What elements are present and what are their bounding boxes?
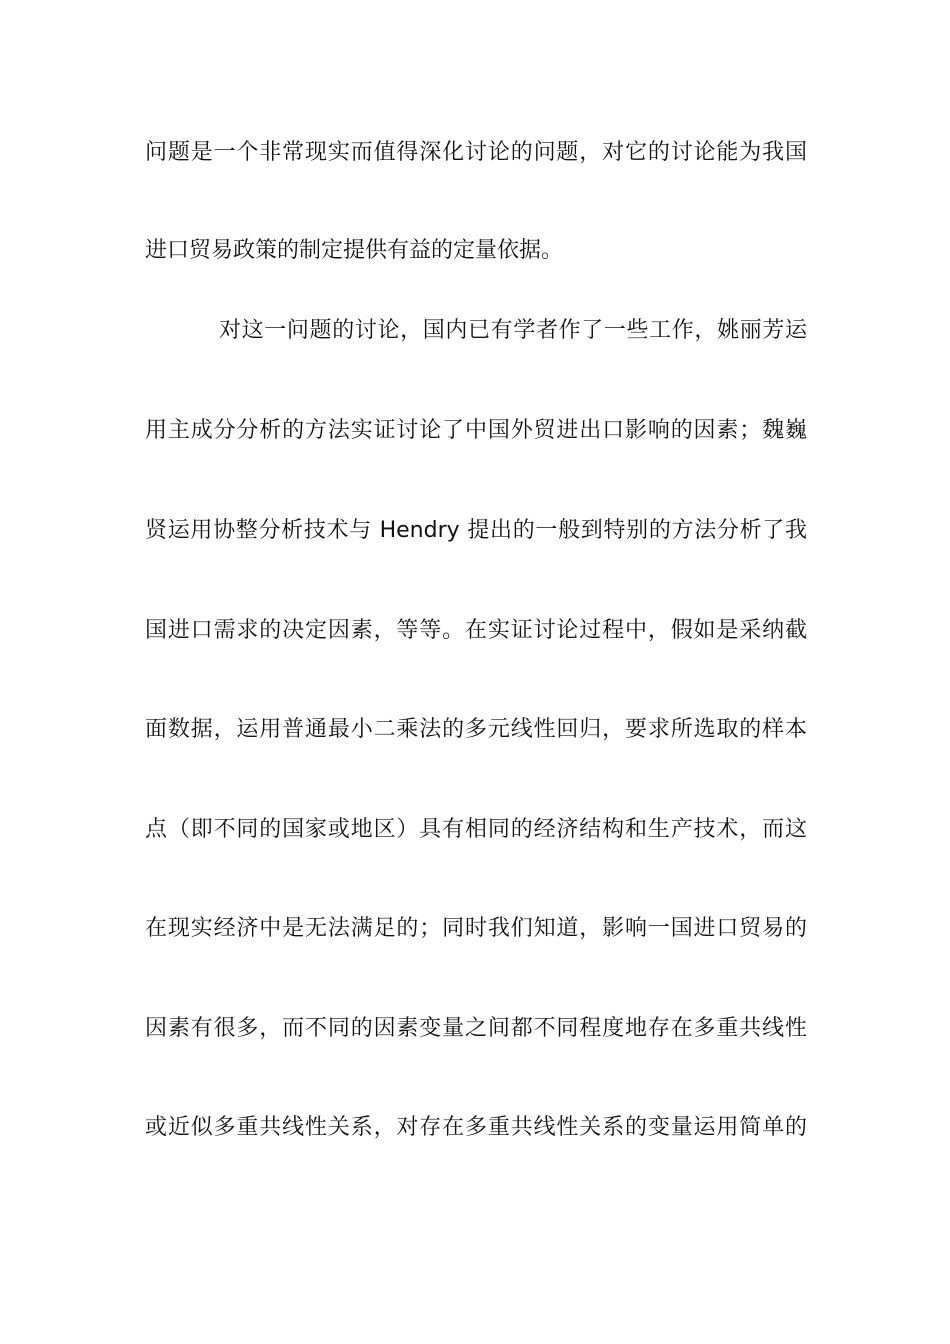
text-line-3-paragraph-start: 对这一问题的讨论，国内已有学者作了一些工作，姚丽芳运	[219, 318, 807, 343]
text-line-4: 用主成分分析的方法实证讨论了中国外贸进出口影响的因素；魏巍	[145, 418, 807, 443]
text-line-10: 因素有很多，而不同的因素变量之间都不同程度地存在多重共线性	[145, 1016, 807, 1041]
text-line-11: 或近似多重共线性关系，对存在多重共线性关系的变量运用简单的	[145, 1115, 807, 1140]
text-line-1: 问题是一个非常现实而值得深化讨论的问题，对它的讨论能为我国	[145, 140, 807, 165]
text-line-8: 点（即不同的国家或地区）具有相同的经济结构和生产技术，而这	[145, 817, 807, 842]
text-line-9: 在现实经济中是无法满足的；同时我们知道，影响一国进口贸易的	[145, 916, 807, 941]
text-line-2: 进口贸易政策的制定提供有益的定量依据。	[145, 238, 564, 263]
text-line-6: 国进口需求的决定因素，等等。在实证讨论过程中，假如是采纳截	[145, 618, 807, 643]
text-line-5: 贤运用协整分析技术与 Hendry 提出的一般到特别的方法分析了我	[145, 518, 807, 543]
text-line-7: 面数据，运用普通最小二乘法的多元线性回归，要求所选取的样本	[145, 717, 807, 742]
